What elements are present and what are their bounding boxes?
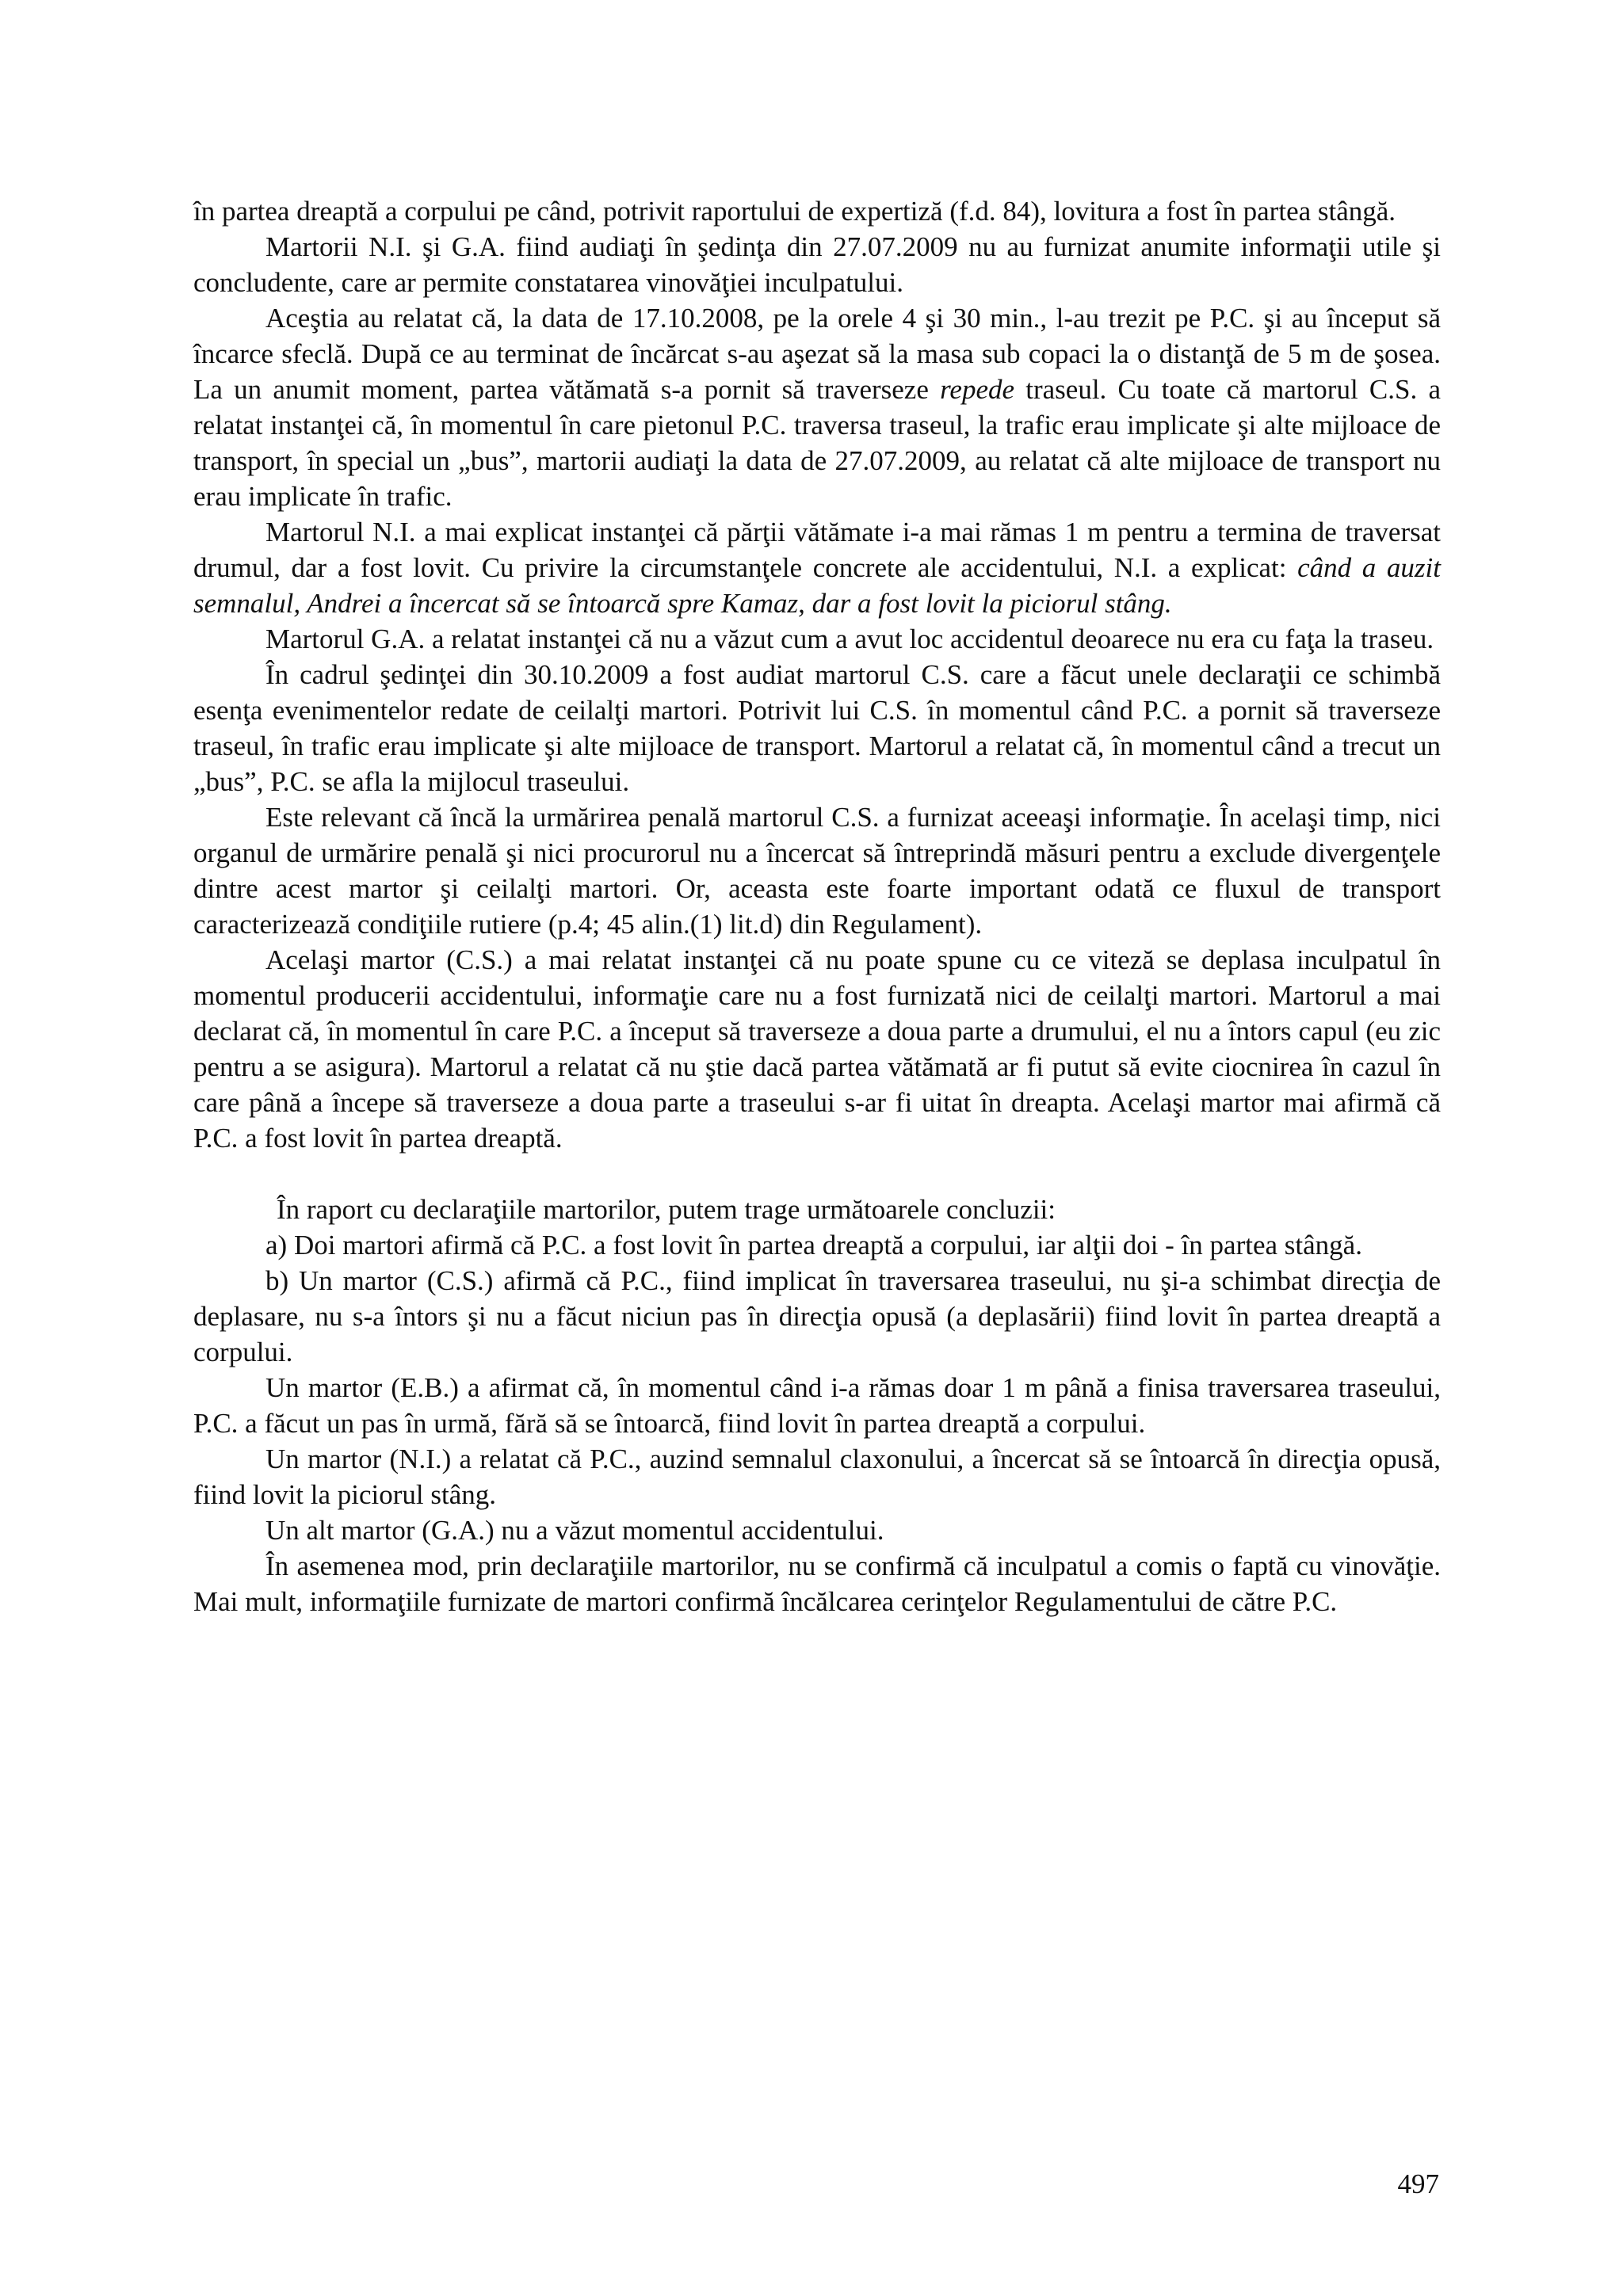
text-run: Este relevant că încă la urmărirea penală martorul C.S. a furnizat aceeaşi informaţie. În acelaşi timp, nici organul de urmărire penală şi nici procurorul nu a încercat să întreprindă măsuri pentru a exclude divergenţele dintre acest martor şi ceilalţi martori. Or, aceasta este foarte important odată ce fluxul de transport caracterizează condiţiile rutiere (p.4; 45 alin.(1) lit.d) din Regulament). bbox=[193, 802, 1441, 940]
italic-text: repede bbox=[940, 374, 1015, 405]
body-text bbox=[193, 193, 1441, 1619]
text-run: traseul. Cu toate că martorul C.S. a relatat instanţei că, în momentul în care pietonul P.C. traversa traseul, la trafic erau implicate şi alte mijloace de transport, în special un „bus”, martorii audiaţi la data de 27.07.2009, au relatat că alte mijloace de transport nu erau implicate în trafic. bbox=[193, 374, 1441, 512]
text-run: În raport cu declaraţiile martorilor, putem trage următoarele concluzii: bbox=[277, 1194, 1056, 1225]
paragraph bbox=[193, 1512, 1441, 1548]
paragraph bbox=[193, 300, 1441, 514]
text-run: Un alt martor (G.A.) nu a văzut momentul accidentului. bbox=[265, 1515, 884, 1546]
conclusions-intro bbox=[193, 1192, 1441, 1227]
text-run: Martorii N.I. şi G.A. fiind audiaţi în şedinţa din 27.07.2009 nu au furnizat anumite informaţii utile şi concludente, care ar permite constatarea vinovăţiei inculpatului. bbox=[193, 231, 1441, 298]
paragraph-continuation bbox=[193, 193, 1441, 229]
paragraph bbox=[193, 1370, 1441, 1441]
paragraph bbox=[193, 514, 1441, 621]
conclusion-item bbox=[193, 1227, 1441, 1263]
paragraph bbox=[193, 229, 1441, 300]
conclusion-item bbox=[193, 1263, 1441, 1370]
text-run: Un martor (N.I.) a relatat că P.C., auzind semnalul claxonului, a încercat să se întoarcă în direcţia opusă, fiind lovit la piciorul stâng. bbox=[193, 1444, 1441, 1510]
paragraph bbox=[193, 1441, 1441, 1512]
text-run: Un martor (E.B.) a afirmat că, în momentul când i-a rămas doar 1 m până a finisa traversarea traseului, P.C. a făcut un pas în urmă, fără să se întoarcă, fiind lovit în partea dreaptă a corpului. bbox=[193, 1372, 1441, 1439]
text-run: Martorul N.I. a mai explicat instanţei că părţii vătămate i-a mai rămas 1 m pentru a termina de traversat drumul, dar a fost lovit. Cu privire la circumstanţele concrete ale accidentului, N.I. a explicat: bbox=[193, 517, 1441, 583]
paragraph bbox=[193, 942, 1441, 1156]
text-run: Martorul G.A. a relatat instanţei că nu a văzut cum a avut loc accidentul deoarece nu era cu faţa la traseu. bbox=[265, 624, 1434, 654]
text-run: în partea dreaptă a corpului pe când, potrivit raportului de expertiză (f.d. 84), lovitura a fost în partea stângă. bbox=[193, 196, 1396, 227]
text-run: În cadrul şedinţei din 30.10.2009 a fost audiat martorul C.S. care a făcut unele declaraţii ce schimbă esenţa evenimentelor redate de ceilalţi martori. Potrivit lui C.S. în momentul când P.C. a pornit să traverseze traseul, în trafic erau implicate şi alte mijloace de transport. Martorul a relatat că, în momentul când a trecut un „bus”, P.C. se afla la mijlocul traseului. bbox=[193, 659, 1441, 797]
paragraph bbox=[193, 657, 1441, 799]
paragraph-gap bbox=[193, 1156, 1441, 1192]
paragraph bbox=[193, 1548, 1441, 1619]
page-number: 497 bbox=[1397, 2168, 1439, 2199]
paragraph bbox=[193, 799, 1441, 942]
paragraph bbox=[193, 621, 1441, 657]
italic-text: când a auzit semnalul, Andrei a încercat să se întoarcă spre Kamaz, dar a fost lovit la piciorul stâng. bbox=[193, 552, 1442, 619]
text-run: b) Un martor (C.S.) afirmă că P.C., fiind implicat în traversarea traseului, nu şi-a schimbat direcţia de deplasare, nu s-a întors şi nu a făcut niciun pas în direcţia opusă (a deplasării) fiind lovit în partea dreaptă a corpului. bbox=[193, 1265, 1441, 1367]
text-run: În asemenea mod, prin declaraţiile martorilor, nu se confirmă că inculpatul a comis o faptă cu vinovăţie. Mai mult, informaţiile furnizate de martori confirmă încălcarea cerinţelor Regulamentului de către P.C. bbox=[193, 1550, 1441, 1617]
text-run: Acelaşi martor (C.S.) a mai relatat instanţei că nu poate spune cu ce viteză se deplasa inculpatul în momentul producerii accidentului, informaţie care nu a fost furnizată nici de ceilalţi martori. Martorul a mai declarat că, în momentul în care P.C. a început să traverseze a doua parte a drumului, el nu a întors capul (eu zic pentru a se asigura). Martorul a relatat că nu ştie dacă partea vătămată ar fi putut să evite ciocnirea în cazul în care până a începe să traverseze a doua parte a traseului s-ar fi uitat în dreapta. Acelaşi martor mai afirmă că P.C. a fost lovit în partea dreaptă. bbox=[193, 944, 1441, 1154]
text-run: Aceştia au relatat că, la data de 17.10.2008, pe la orele 4 şi 30 min., l-au trezit pe P.C. şi au început să încarce sfeclă. După ce au terminat de încărcat s-au aşezat să la masa sub copaci la o distanţă de 5 m de şosea. La un anumit moment, partea vătămată s-a pornit să traverseze bbox=[193, 303, 1441, 405]
text-run: a) Doi martori afirmă că P.C. a fost lovit în partea dreaptă a corpului, iar alţii doi - în partea stângă. bbox=[265, 1230, 1362, 1261]
